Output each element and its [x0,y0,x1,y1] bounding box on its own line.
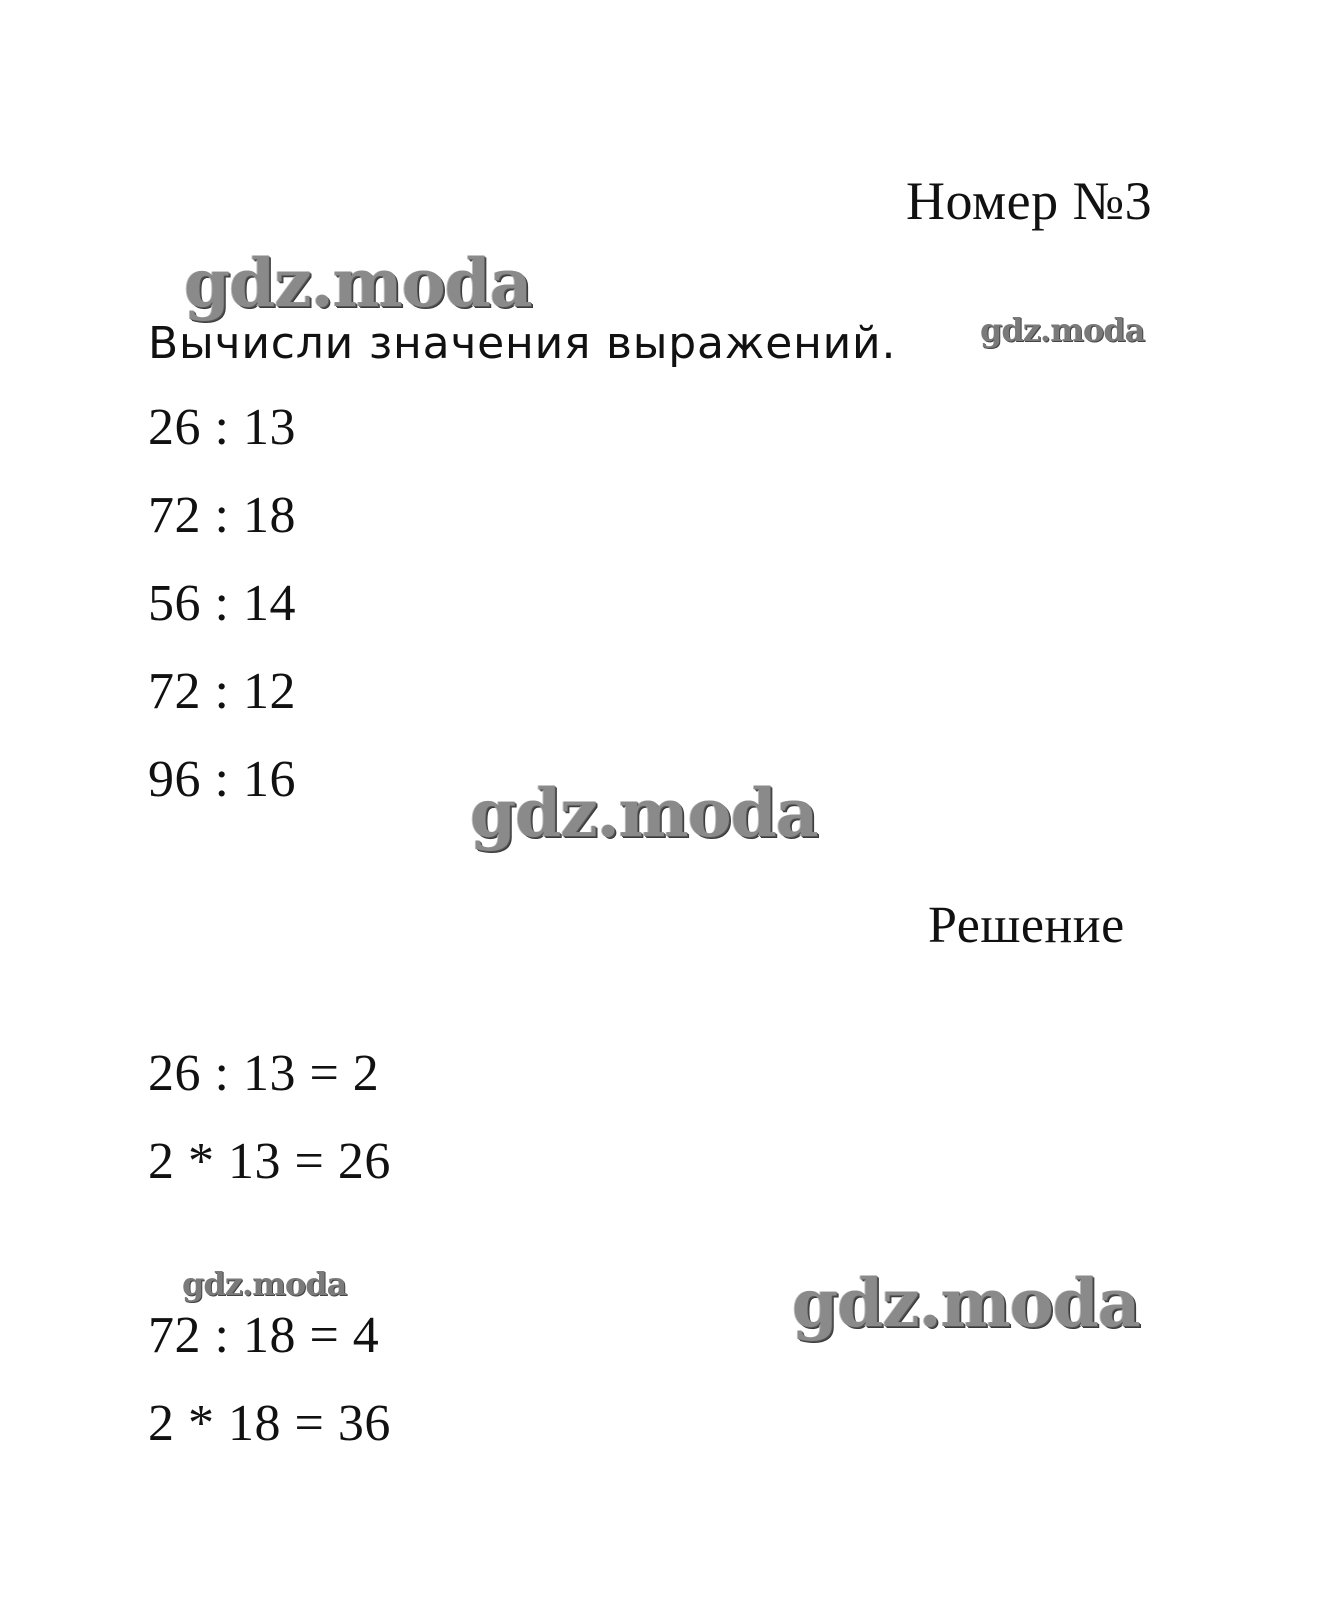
solution-line: 26 : 13 = 2 [148,1045,380,1102]
solution-heading: Решение [928,897,1125,954]
watermark-logo: gdz.moda [792,1264,1140,1342]
watermark-logo: gdz.moda [182,1265,347,1303]
solution-line: 2 * 18 = 36 [148,1395,391,1452]
page-title: Номер №3 [906,171,1153,231]
expression-item: 72 : 18 [148,487,296,544]
solution-line: 2 * 13 = 26 [148,1133,391,1190]
watermark-logo: gdz.moda [980,311,1145,349]
expression-item: 56 : 14 [148,575,296,632]
expression-item: 26 : 13 [148,399,296,456]
watermark-logo: gdz.moda [470,774,818,852]
watermark-logo: gdz.moda [184,244,532,322]
task-prompt: Вычисли значения выражений. [148,318,897,369]
expression-item: 72 : 12 [148,663,296,720]
expression-item: 96 : 16 [148,751,296,808]
solution-line: 72 : 18 = 4 [148,1307,380,1364]
